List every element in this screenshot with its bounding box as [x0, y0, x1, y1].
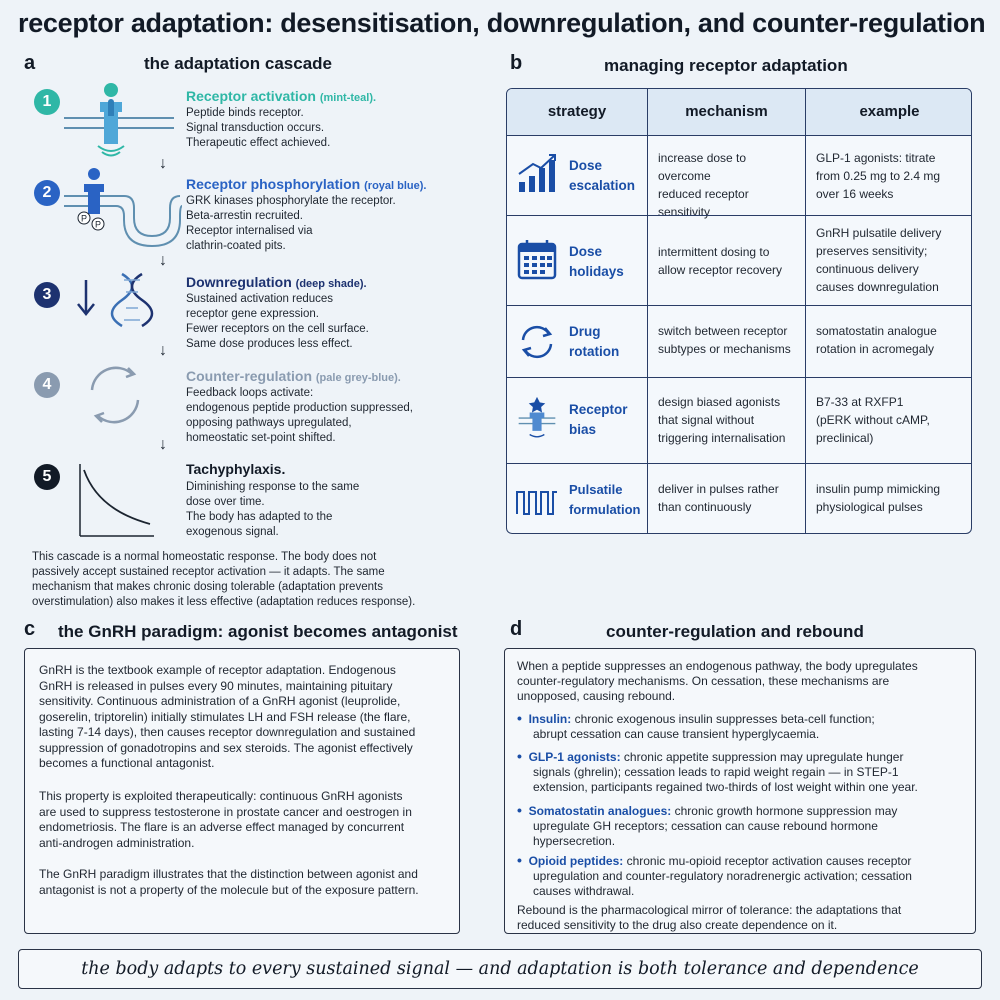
- downregulation-dna-icon: [74, 272, 154, 328]
- panel-d-label: d: [510, 618, 523, 640]
- table-row-dose-escalation: [507, 135, 971, 219]
- step-number-4: 4: [34, 372, 60, 398]
- receptor-phosphorylation-icon: [64, 166, 182, 248]
- table-row-dose-holidays: [507, 215, 971, 305]
- strategy-label: Drug rotation: [569, 324, 620, 359]
- panel-d-title: counter-regulation and rebound: [606, 622, 864, 641]
- cascade-arrow-1: ↓: [159, 155, 167, 172]
- table-row-receptor-bias: [507, 377, 971, 463]
- example-cell: GLP-1 agonists: titrate from 0.25 mg to 2.4 mg over 16 weeks: [816, 151, 941, 201]
- strategy-label: Dose holidays: [569, 244, 624, 279]
- step-2-body: GRK kinases phosphorylate the receptor. Beta-arrestin recruited. Receptor internalised via clathrin-coated pits.: [186, 195, 396, 252]
- gnrh-paradigm-box: [24, 648, 460, 934]
- step-1-body: Peptide binds receptor. Signal transduction occurs. Therapeutic effect achieved.: [186, 107, 331, 149]
- biased-receptor-icon: [515, 396, 559, 440]
- feedback-loop-icon: [80, 360, 150, 430]
- counter-regulation-box: [504, 648, 976, 934]
- mechanism-cell: design biased agonists that signal without triggering internalisation: [658, 395, 786, 445]
- step-4-body: Feedback loops activate: endogenous peptide production suppressed, opposing pathways upregulated, homeostatic set-point shifted.: [186, 387, 413, 444]
- cascade-summary: This cascade is a normal homeostatic response. The body does not passively accept sustained receptor activation — it adapts. The same mechanism that makes chronic dosing tolerable (adaptation prevents overstimulation) also makes it less effective (adaptation reduces response).: [32, 551, 416, 608]
- column-header-example: example: [805, 89, 972, 135]
- step-5-body: Diminishing response to the same dose over time. The body has adapted to the exogenous signal.: [186, 481, 360, 538]
- panel-b-label: b: [510, 52, 523, 74]
- bullet-insulin: • Insulin: chronic exogenous insulin suppresses beta-cell function; abrupt cessation can cause transient hyperglycaemia.: [517, 710, 875, 741]
- step-number-3: 3: [34, 282, 60, 308]
- example-cell: somatostatin analogue rotation in acromegaly: [816, 324, 937, 356]
- gnrh-paragraph-2: This property is exploited therapeutically: continuous GnRH agonists are used to suppress testosterone in prostate cancer and oestrogen in endometriosis. The flare is an adverse effect managed by concurrent anti-androgen administration.: [39, 789, 412, 850]
- receptor-activation-icon: [64, 80, 174, 158]
- column-header-mechanism: mechanism: [647, 89, 805, 135]
- step-4-heading: Counter-regulation (pale grey-blue).: [186, 368, 401, 384]
- step-3-body: Sustained activation reduces receptor gene expression. Fewer receptors on the cell surface. Same dose produces less effect.: [186, 293, 369, 350]
- mechanism-cell: increase dose to overcome reduced receptor sensitivity: [658, 151, 749, 219]
- table-row-pulsatile-formulation: [507, 463, 971, 534]
- panel-c-label: c: [24, 618, 36, 640]
- cascade-arrow-3: ↓: [159, 342, 167, 359]
- strategy-label: Receptor bias: [569, 402, 628, 437]
- rotation-arrows-icon: [515, 320, 559, 364]
- strategy-label: Dose escalation: [569, 158, 636, 193]
- example-cell: B7-33 at RXFP1 (pERK without cAMP, preclinical): [816, 395, 930, 445]
- mechanism-cell: switch between receptor subtypes or mechanisms: [658, 324, 791, 356]
- phosphate-label-1: P: [80, 213, 88, 224]
- bullet-somatostatin: • Somatostatin analogues: chronic growth hormone suppression may upregulate GH receptors; cessation can cause rebound hormone hypersecretion.: [517, 802, 898, 848]
- rebound-outro: Rebound is the pharmacological mirror of tolerance: the adaptations that reduced sensitivity to the drug also create dependence on it.: [517, 903, 902, 932]
- step-number-1: 1: [34, 89, 60, 115]
- footer-banner: the body adapts to every sustained signal — and adaptation is both tolerance and dependence: [18, 949, 982, 989]
- step-3-heading: Downregulation (deep shade).: [186, 274, 367, 290]
- example-cell: GnRH pulsatile delivery preserves sensitivity; continuous delivery causes downregulation: [816, 226, 942, 294]
- panel-a-title: the adaptation cascade: [144, 54, 333, 73]
- step-1-heading: Receptor activation (mint-teal).: [186, 88, 377, 104]
- pulse-wave-icon: [515, 480, 559, 524]
- step-number-5: 5: [34, 464, 60, 490]
- strategy-table: [506, 88, 972, 534]
- table-header-row: [507, 89, 971, 135]
- mechanism-cell: intermittent dosing to allow receptor recovery: [658, 245, 783, 277]
- bar-chart-rising-icon: [515, 152, 559, 196]
- table-row-drug-rotation: [507, 305, 971, 377]
- example-cell: insulin pump mimicking physiological pulses: [816, 482, 941, 514]
- panel-a-label: a: [24, 52, 36, 74]
- strategy-label: Pulsatile formulation: [569, 482, 641, 517]
- rebound-intro: When a peptide suppresses an endogenous pathway, the body upregulates counter-regulatory mechanisms. On cessation, these mechanisms are unopposed, causing rebound.: [517, 659, 918, 703]
- step-2-heading: Receptor phosphorylation (royal blue).: [186, 176, 427, 192]
- page-title: receptor adaptation: desensitisation, downregulation, and counter-regulation: [18, 8, 986, 38]
- phosphate-label-2: P: [94, 219, 102, 230]
- mechanism-cell: deliver in pulses rather than continuously: [658, 482, 779, 514]
- gnrh-paragraph-3: The GnRH paradigm illustrates that the distinction between agonist and antagonist is not a property of the molecule but of the exposure pattern.: [39, 867, 419, 897]
- cascade-arrow-2: ↓: [159, 252, 167, 269]
- step-5-heading: Tachyphylaxis.: [186, 461, 286, 477]
- panel-c-title: the GnRH paradigm: agonist becomes antagonist: [58, 622, 458, 641]
- bullet-glp1: • GLP-1 agonists: chronic appetite suppression may upregulate hunger signals (ghrelin); cessation leads to rapid weight regain — in STEP-1 extension, participants regained two-thirds of lost weight within one year.: [517, 748, 918, 794]
- cascade-arrow-4: ↓: [159, 436, 167, 453]
- step-number-2: 2: [34, 180, 60, 206]
- column-header-strategy: strategy: [547, 103, 607, 120]
- bullet-opioid: • Opioid peptides: chronic mu-opioid receptor activation causes receptor upregulation and counter-regulatory noradrenergic activation; cessation causes withdrawal.: [517, 852, 912, 898]
- tachyphylaxis-curve-icon: [76, 462, 156, 542]
- calendar-icon: [515, 238, 559, 282]
- panel-b-title: managing receptor adaptation: [604, 56, 848, 75]
- gnrh-paragraph-1: GnRH is the textbook example of receptor adaptation. Endogenous GnRH is released in pulses every 90 minutes, maintaining pituitary sensitivity. Continuous administration of a GnRH agonist (leuprolide, goserelin, triptorelin) initially stimulates LH and FSH release (the flare, lasting 7-14 days), then causes receptor downregulation and sustained suppression of gonadotropins and sex steroids. The agonist effectively becomes a functional antagonist.: [39, 663, 416, 770]
